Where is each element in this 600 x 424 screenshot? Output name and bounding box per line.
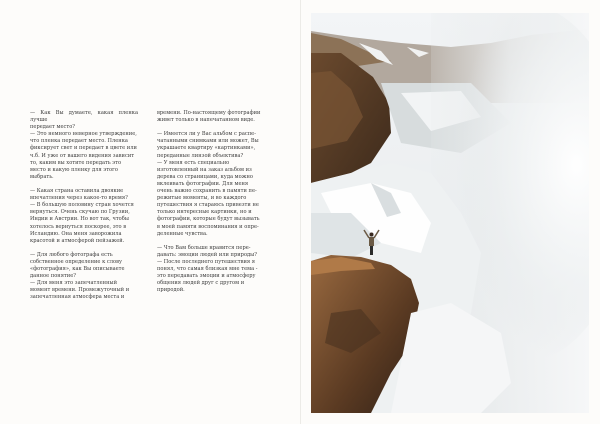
page-gutter xyxy=(300,0,301,424)
text-column-left xyxy=(30,110,138,302)
text-column-right xyxy=(157,110,265,294)
waterfall-photo xyxy=(311,13,589,413)
paragraph: — Какая страна оставила двоякие впечатления через какое-то время? — В большую половину стран хочется вернуться. Очень скучаю по Грузии, Индии и Австрии. Но вот так, чтобы хотелось вернуться поскорее, это в Исландию. Она меня заворожила красотой и атмосферой пейзажей. xyxy=(30,188,134,244)
paragraph: — Имеется ли у Вас альбом с распе- чатанными снимками или может, Вы украшаете квартиру «картинками», переданные линзой объектива? — У меня есть специально изготовленный на заказ альбом из дерева со страницами, куда можно вклеивать фотографии. Для меня очень важно сохранить в памяти пе- режитые моменты, и во каждого путешествия я стараюсь привезти не только интересные картинки, но и фотографии, которые будут вызывать в моей памяти воспоминания и опре- деленные чувства. xyxy=(157,131,260,237)
paragraph: — Для любого фотографа есть собственное определение к слову «фотография», как Вы описываете данное понятие? — Для меня это запечатленный момент времени. Промежуточный и запечатленная атмосфера места и xyxy=(30,251,130,301)
paragraph: — Как Вы думаете, какая пленка лучше передает место? — Это немного неверное утверждение, что пленка передает место. Пленка фиксирует свет и передает в цвете или ч.б. И уже от вашего видения зависит то, каким вы хотите передать это место и какую пленку для этого выбрать. xyxy=(30,110,138,180)
waterfall-illustration xyxy=(311,13,589,413)
paragraph: — Что Вам больше нравится пере- давать: эмоции людей или природы? — После последнего путешествия я понял, что самая близкая мне тема - это передавать эмоции и атмосферу общения людей друг с другом и природой. xyxy=(157,244,258,294)
paragraph: времени. По-настоящему фотографии живет только в напечатанном виде. xyxy=(157,110,261,124)
